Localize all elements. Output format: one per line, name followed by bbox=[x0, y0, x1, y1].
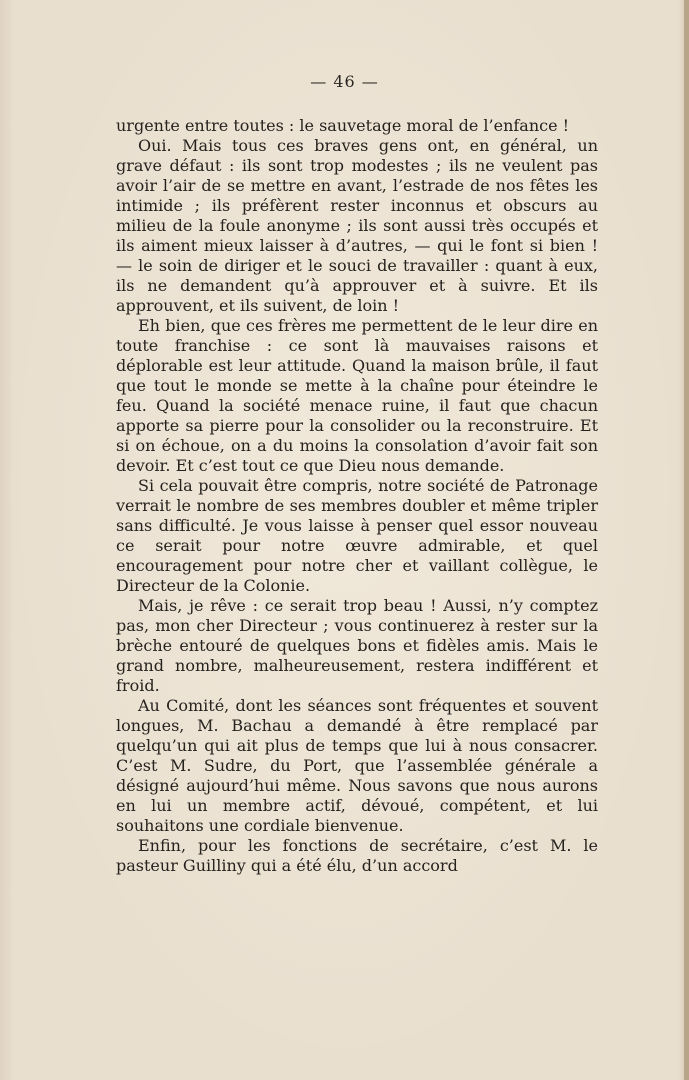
page-edge bbox=[684, 0, 689, 1080]
paragraph: Oui. Mais tous ces braves gens ont, en général, un grave défaut : ils sont trop modestes ; ils ne veulent pas avoir l’air de se mettre en avant, l’estrade de nos fêtes les intimide ; ils préfèrent rester inconnus et obscurs au milieu de la foule anonyme ; ils sont aussi très occupés et ils aiment mieux laisser à d’autres, — qui le font si bien ! — le soin de diriger et le souci de travailler : quant à eux, ils ne demandent qu’à approuver et à suivre. Et ils approuvent, et ils suivent, de loin ! bbox=[116, 136, 598, 315]
body-text bbox=[116, 116, 598, 876]
paragraph-continued: urgente entre toutes : le sauvetage moral de l’enfance ! bbox=[116, 116, 570, 135]
paragraph: Si cela pouvait être compris, notre société de Patronage verrait le nombre de ses membres doubler et même tripler sans difficulté. Je vous laisse à penser quel essor nouveau ce serait pour notre œuvre admirable, et quel encouragement pour notre cher et vaillant collègue, le Directeur de la Colonie. bbox=[116, 476, 598, 595]
paragraph: Au Comité, dont les séances sont fréquentes et souvent longues, M. Bachau a demandé à être remplacé par quelqu’un qui ait plus de temps que lui à nous consacrer. C’est M. Sudre, du Port, que l’assemblée générale a désigné aujourd’hui même. Nous savons que nous aurons en lui un membre actif, dévoué, compétent, et lui souhaitons une cordiale bienvenue. bbox=[116, 696, 598, 835]
paragraph: Eh bien, que ces frères me permettent de le leur dire en toute franchise : ce sont là mauvaises raisons et déplorable est leur attitude. Quand la maison brûle, il faut que tout le monde se mette à la chaîne pour éteindre le feu. Quand la société menace ruine, il faut que chacun apporte sa pierre pour la consolider ou la reconstruire. Et si on échoue, on a du moins la consolation d’avoir fait son devoir. Et c’est tout ce que Dieu nous demande. bbox=[116, 316, 598, 475]
page-number: — 46 — bbox=[310, 72, 379, 91]
paragraph: Enfin, pour les fonctions de secrétaire, c’est M. le pasteur Guilliny qui a été élu, d’un accord bbox=[116, 836, 598, 875]
paragraph: Mais, je rêve : ce serait trop beau ! Aussi, n’y comptez pas, mon cher Directeur ; vous continuerez à rester sur la brèche entouré de quelques bons et fidèles amis. Mais le grand nombre, malheureusement, restera indifférent et froid. bbox=[116, 596, 598, 695]
